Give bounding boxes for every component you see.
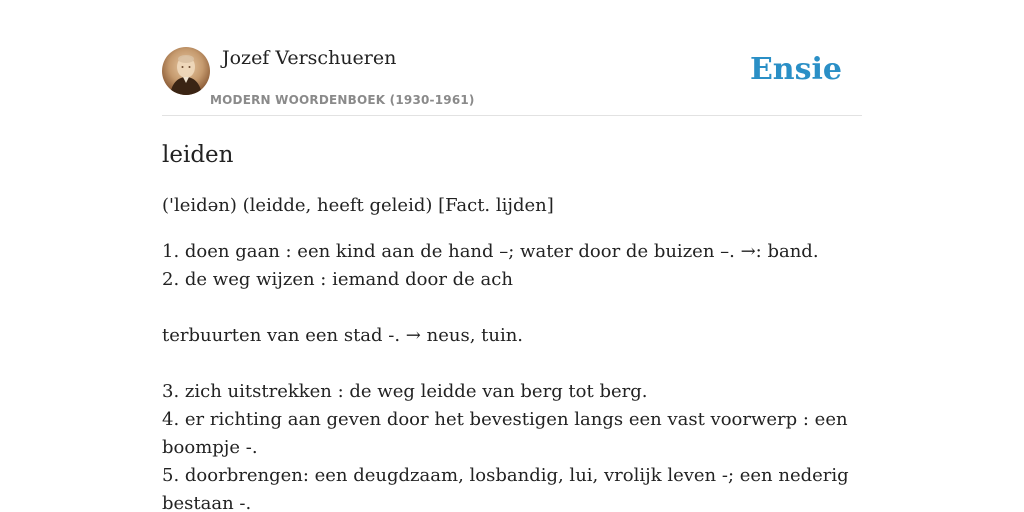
source-label[interactable]: MODERN WOORDENBOEK (1930-1961) bbox=[210, 93, 475, 107]
author-avatar[interactable] bbox=[162, 47, 210, 95]
definition-line: terbuurten van een stad -. → neus, tuin. bbox=[162, 325, 524, 346]
entry-content bbox=[162, 192, 852, 512]
blank-line bbox=[162, 294, 852, 322]
blank-line bbox=[162, 350, 852, 378]
definition-line: 2. de weg wijzen : iemand door de ach bbox=[162, 269, 513, 290]
definition-line: 5. doorbrengen: een deugdzaam, losbandig, lui, vrolijk leven -; een nederig bestaan -. bbox=[162, 465, 849, 512]
brand-logo[interactable]: Ensie bbox=[749, 52, 842, 87]
definition-line: 1. doen gaan : een kind aan de hand –; water door de buizen –. →: band. bbox=[162, 241, 819, 262]
header-divider bbox=[162, 115, 862, 116]
definition-line: 4. er richting aan geven door het bevestigen langs een vast voorwerp : een boompje -. bbox=[162, 409, 848, 458]
entry-pronunciation: ('leidən) (leidde, heeft geleid) [Fact. lijden] bbox=[162, 195, 554, 216]
entry-headword: leiden bbox=[162, 142, 234, 168]
definition-line: 3. zich uitstrekken : de weg leidde van berg tot berg. bbox=[162, 381, 648, 402]
portrait-image bbox=[162, 47, 210, 95]
author-name[interactable]: Jozef Verschueren bbox=[222, 47, 397, 69]
